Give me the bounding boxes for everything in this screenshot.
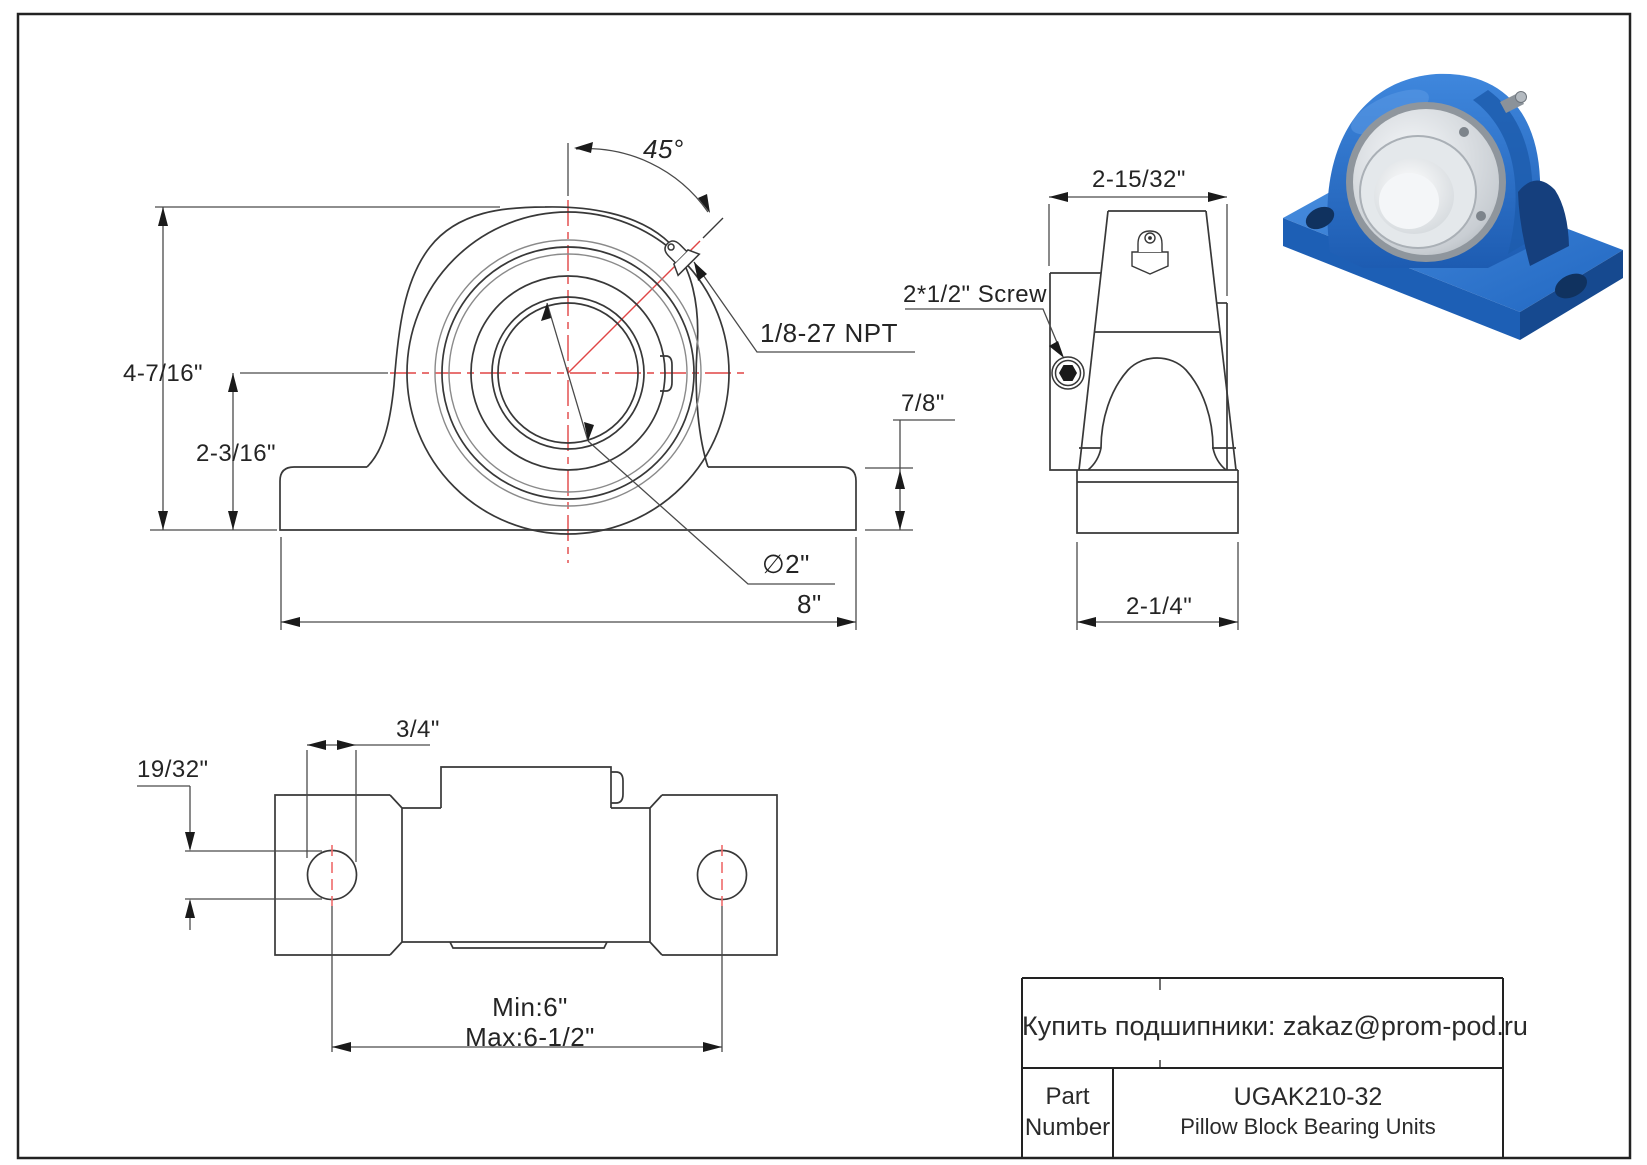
front-center-height-dim: 2-3/16" bbox=[196, 440, 277, 467]
part-number-value: UGAK210-32 bbox=[1233, 1083, 1383, 1111]
front-npt-label: 1/8-27 NPT bbox=[760, 318, 898, 348]
bottom-outline bbox=[275, 767, 777, 955]
hex-screw-icon bbox=[1052, 357, 1084, 389]
bottom-spacing-min-dim: Min:6" bbox=[492, 992, 568, 1022]
side-top-width-dim: 2-15/32" bbox=[1092, 166, 1186, 193]
part-category: Pillow Block Bearing Units bbox=[1180, 1114, 1436, 1139]
side-base-width-dim: 2-1/4" bbox=[1126, 593, 1193, 620]
bearing-3d-image bbox=[1268, 40, 1640, 340]
front-total-height-dim: 4-7/16" bbox=[123, 360, 204, 387]
bottom-hole-height-dim: 19/32" bbox=[137, 756, 209, 783]
front-bore-diameter-dim: ∅2" bbox=[762, 549, 810, 579]
bottom-centerlines bbox=[332, 845, 722, 906]
front-base-height-dim: 7/8" bbox=[901, 390, 945, 417]
side-set-screw-label: 2*1/2" Screw bbox=[903, 281, 1047, 308]
bearing-insert bbox=[1346, 102, 1506, 262]
side-view bbox=[905, 192, 1238, 630]
bottom-spacing-max-dim: Max:6-1/2" bbox=[465, 1022, 595, 1052]
front-view bbox=[150, 142, 955, 630]
bottom-hole-width-dim: 3/4" bbox=[396, 716, 440, 743]
bottom-dimension-arrows bbox=[185, 740, 722, 1052]
part-number-label-line2: Number bbox=[1024, 1114, 1111, 1141]
set-screw-dot bbox=[1459, 127, 1469, 137]
bottom-dimensions bbox=[137, 745, 722, 1052]
front-angle-dim: 45° bbox=[643, 134, 684, 164]
side-grease-fitting-icon bbox=[1132, 231, 1168, 274]
front-dimensions bbox=[150, 143, 955, 630]
grease-fitting-icon bbox=[657, 233, 699, 275]
part-number-label bbox=[1022, 1081, 1113, 1143]
vendor-note: Купить подшипники: zakaz@prom-pod.ru bbox=[1022, 1011, 1528, 1041]
set-screw-dot-2 bbox=[1476, 211, 1486, 221]
front-base-length-dim: 8" bbox=[797, 589, 822, 619]
part-number-label-line1: Part bbox=[1045, 1083, 1090, 1110]
bottom-view bbox=[137, 740, 777, 1052]
side-dimensions bbox=[905, 197, 1238, 630]
